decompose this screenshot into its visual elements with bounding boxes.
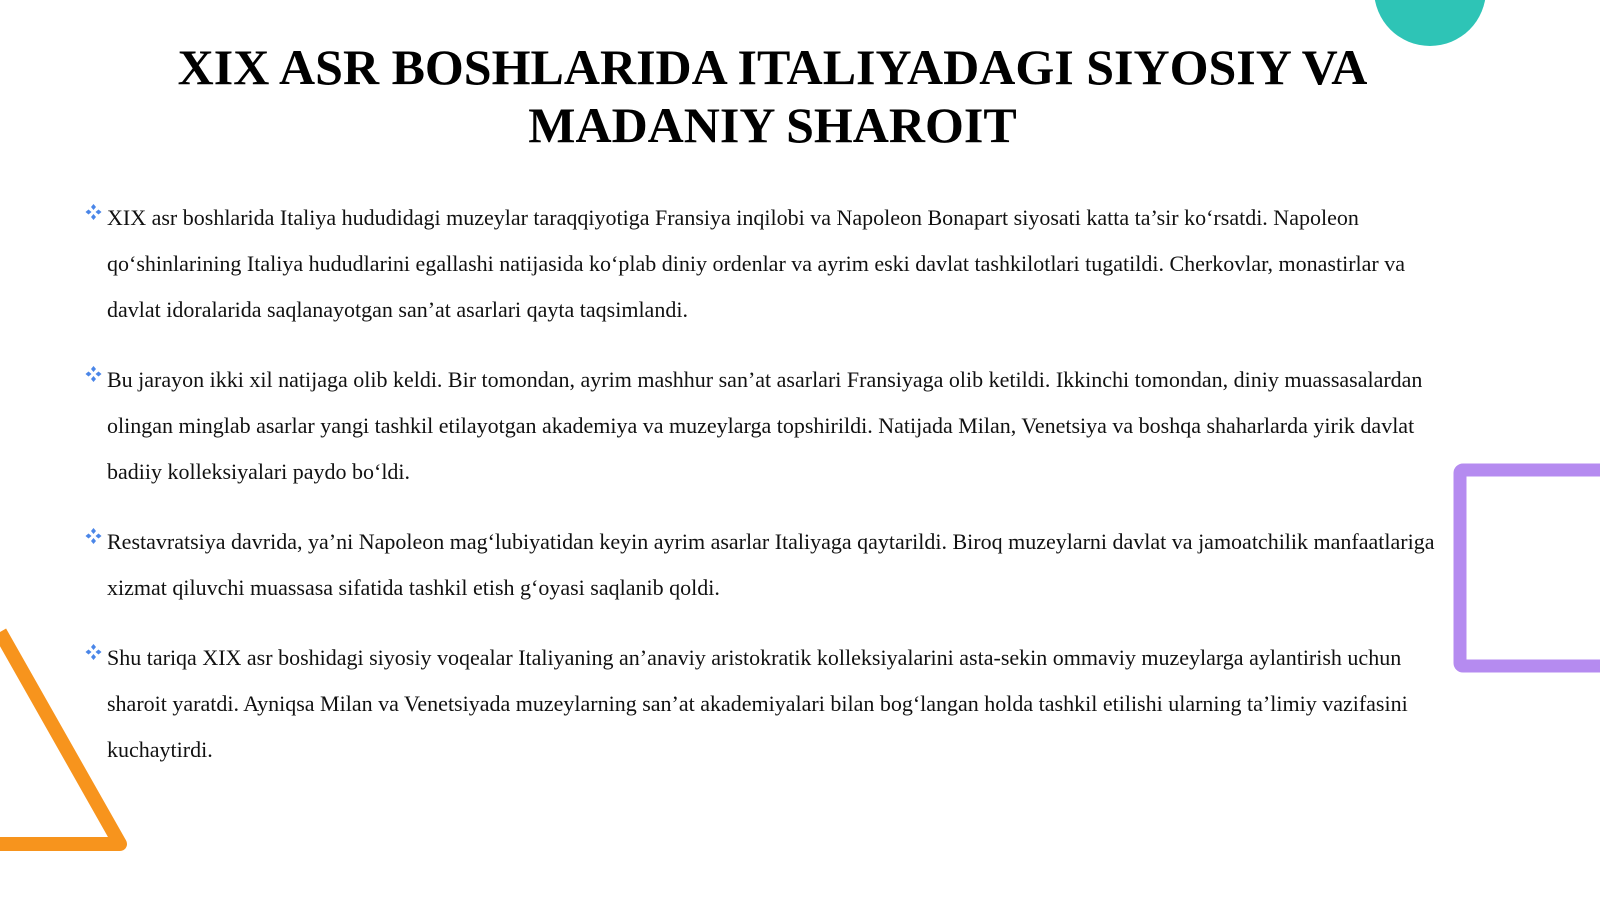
- bullet-item: [80, 635, 1450, 773]
- four-diamond-bullet-icon: [80, 203, 107, 221]
- four-diamond-bullet-icon: [80, 643, 107, 661]
- bullet-list: [80, 195, 1450, 797]
- bullet-text: Shu tariqa XIX asr boshidagi siyosiy voqealar Italiyaning an’anaviy aristokratik kolleksiyalarini asta-sekin ommaviy muzeylarga aylantirish uchun sharoit yaratdi. Ayniqsa Milan va Venetsiyada muzeylarning san’at akademiyalari bilan bog‘langan holda tashkil etilishi ularning ta’limiy vazifasini kuchaytirdi.: [107, 645, 1408, 762]
- bullet-text: XIX asr boshlarida Italiya hududidagi muzeylar taraqqiyotiga Fransiya inqilobi va Napoleon Bonapart siyosati katta ta’sir ko‘rsatdi. Napoleon qo‘shinlarining Italiya hududlarini egallashi natijasida ko‘plab diniy ordenlar va ayrim eski davlat tashkilotlari tugatildi. Cherkovlar, monastirlar va davlat idoralarida saqlanayotgan san’at asarlari qayta taqsimlandi.: [107, 205, 1405, 322]
- bullet-text: Bu jarayon ikki xil natijaga olib keldi. Bir tomondan, ayrim mashhur san’at asarlari Fransiyaga olib ketildi. Ikkinchi tomondan, diniy muassasalardan olingan minglab asarlar yangi tashkil etilayotgan akademiya va muzeylarga topshirildi. Natijada Milan, Venetsiya va boshqa shaharlarda yirik davlat badiiy kolleksiyalari paydo bo‘ldi.: [107, 367, 1423, 484]
- slide-title: XIX ASR BOSHLARIDA ITALIYADAGI SIYOSIY VA MADANIY SHAROIT: [177, 39, 1368, 153]
- four-diamond-bullet-icon: [80, 527, 107, 545]
- four-diamond-bullet-icon: [80, 365, 107, 383]
- bullet-item: [80, 357, 1450, 495]
- bullet-text: Restavratsiya davrida, ya’ni Napoleon mag‘lubiyatidan keyin ayrim asarlar Italiyaga qaytarildi. Biroq muzeylarni davlat va jamoatchilik manfaatlariga xizmat qiluvchi muassasa sifatida tashkil etish g‘oyasi saqlanib qoldi.: [107, 529, 1435, 600]
- bullet-item: [80, 519, 1450, 611]
- purple-frame-decoration: [1450, 460, 1600, 680]
- bullet-item: [80, 195, 1450, 333]
